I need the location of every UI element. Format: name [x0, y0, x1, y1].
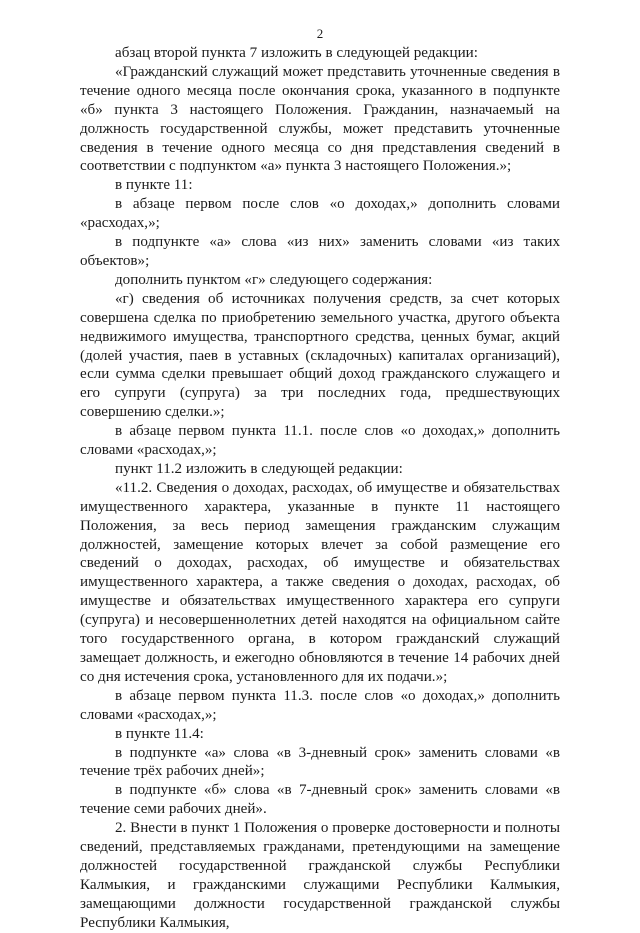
- paragraph-item-11-subitem-a: в подпункте «а» слова «из них» заменить словами «из таких объектов»;: [80, 234, 560, 269]
- paragraph-section-2: 2. Внести в пункт 1 Положения о проверке достоверности и полноты сведений, представляемых гражданами, претендующими на замещение должностей государственной гражданской службы Республики Калмыкия, и гражданскими служащими Республики Калмыкия, замещающими должности государственной гражданской службы Республики Калмыкия,: [80, 820, 560, 931]
- paragraph-item-11-1: в абзаце первом пункта 11.1. после слов «о доходах,» дополнить словами «расходах,»;: [80, 423, 560, 459]
- paragraph-item-11-3: в абзаце первом пункта 11.3. после слов «о доходах,» дополнить словами «расходах,»;: [80, 687, 560, 723]
- paragraph-add-subitem-g: дополнить пунктом «г» следующего содержания:: [115, 271, 433, 288]
- paragraph-item-11-4-subitem-a: в подпункте «а» слова «в 3-дневный срок» заменить словами «в течение трёх рабочих дней»;: [80, 744, 560, 780]
- paragraph-item-11-4-subitem-b: в подпункте «б» слова «в 7-дневный срок» заменить словами «в течение семи рабочих дней».: [80, 782, 560, 818]
- page-number: 2: [316, 26, 324, 41]
- paragraph-amend-item-7: абзац второй пункта 7 изложить в следующей редакции:: [115, 45, 478, 61]
- paragraph-subitem-g-text: «г) сведения об источниках получения средств, за счет которых совершена сделка по приобретению земельного участка, другого объекта недвижимого имущества, транспортного средства, ценных бумаг, акций (долей участия, паев в уставных (складочных) капиталах организаций), если сумма сделки превышает общий доход гражданского служащего и его супруги (супруга) за три последних года, предшествующих совершению сделки.»;: [80, 290, 560, 421]
- document-body: [80, 44, 560, 933]
- paragraph-item-11-2-intro: пункт 11.2 изложить в следующей редакции:: [115, 460, 403, 477]
- paragraph-item-11-4-intro: в пункте 11.4:: [115, 725, 204, 742]
- paragraph-item-7-new-text: «Гражданский служащий может представить уточненные сведения в течение одного месяца после окончания срока, указанного в подпункте «б» пункта 3 настоящего Положения. Гражданин, назначаемый на должность государственной службы, может представить уточненные сведения в течение одного месяца со дня представления сведений в соответствии с подпунктом «а» пункта 3 настоящего Положения.»;: [80, 63, 560, 175]
- paragraph-item-11-2-text: «11.2. Сведения о доходах, расходах, об имуществе и обязательствах имущественного характера, указанные в пункте 11 настоящего Положения, за весь период замещения гражданским служащим должностей, замещение которых влечет за собой размещение его сведений о доходах, расходах, об имуществе и обязательствах имущественного характера, а также сведения о доходах, расходах, об имуществе и обязательствах имущественного характера его супруги (супруга) и несовершеннолетних детей находятся на официальном сайте того государственного органа, в котором гражданский служащий замещает должность, и ежегодно обновляются в течение 14 рабочих дней со дня истечения срока, установленного для их подачи.»;: [80, 479, 560, 685]
- paragraph-item-11-intro: в пункте 11:: [115, 177, 193, 194]
- paragraph-item-11-first-abzac: в абзаце первом после слов «о доходах,» дополнить словами «расходах,»;: [80, 196, 560, 232]
